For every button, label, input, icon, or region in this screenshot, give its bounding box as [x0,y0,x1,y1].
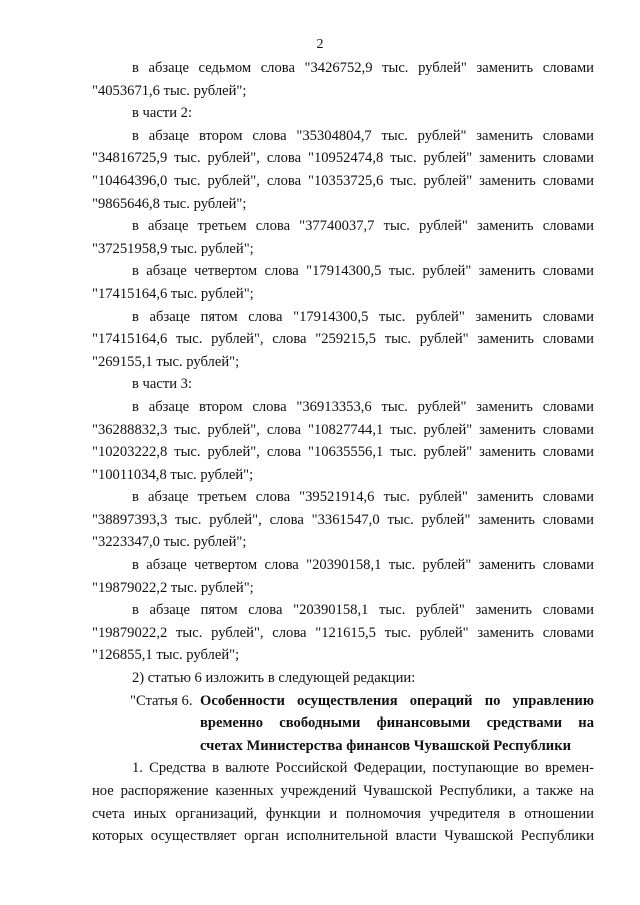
text-line: "19879022,2 тыс. рублей", слова "121615,5 тыс. рублей" заменить словами [92,624,594,641]
text-line: в части 3: [132,376,193,393]
text-line: которых осуществляет орган исполнительной власти Чувашской Республики [92,828,594,845]
text-line: "36288832,3 тыс. рублей", слова "10827744,1 тыс. рублей" заменить словами [92,421,594,438]
text-line: "37251958,9 тыс. рублей"; [92,240,254,257]
text-line: "34816725,9 тыс. рублей", слова "10952474,8 тыс. рублей" заменить словами [92,150,594,167]
text-line: "269155,1 тыс. рублей"; [92,353,240,370]
paragraph [92,215,594,260]
text-line: в абзаце четвертом слова "20390158,1 тыс. рублей" заменить словами [132,557,594,574]
text-line: "10011034,8 тыс. рублей"; [92,466,254,483]
text-line: в абзаце четвертом слова "17914300,5 тыс. рублей" заменить словами [132,263,594,280]
article-label: "Статья 6. [130,692,193,709]
article-title-line: временно свободными финансовыми средствами на [200,715,594,732]
paragraph [92,125,594,215]
text-line: "126855,1 тыс. рублей"; [92,647,240,664]
text-line: 1. Средства в валюте Российской Федерации, поступающие во времен- [132,760,594,777]
text-line: в абзаце третьем слова "37740037,7 тыс. рублей" заменить словами [132,218,594,235]
paragraph [92,396,594,486]
paragraph [92,599,594,667]
paragraph [92,306,594,374]
paragraph [92,102,594,125]
article-title-line: Особенности осуществления операций по управлению [200,692,594,709]
paragraph [92,260,594,305]
final-paragraph [92,757,594,847]
paragraph [92,667,594,690]
paragraph [92,373,594,396]
text-line: "10464396,0 тыс. рублей", слова "10353725,6 тыс. рублей" заменить словами [92,172,594,189]
article-title-line: счетах Министерства финансов Чувашской Республики [200,737,572,754]
paragraph [92,57,594,102]
text-line: в абзаце пятом слова "17914300,5 тыс. рублей" заменить словами [132,308,594,325]
text-line: "3223347,0 тыс. рублей"; [92,534,247,551]
text-line: в абзаце пятом слова "20390158,1 тыс. рублей" заменить словами [132,602,594,619]
document-body [92,57,594,848]
text-line: 2) статью 6 изложить в следующей редакции: [132,670,416,687]
text-line: в абзаце седьмом слова "3426752,9 тыс. рублей" заменить словами [132,60,594,76]
text-line: "19879022,2 тыс. рублей"; [92,579,254,596]
text-line: ное распоряжение казенных учреждений Чувашской Республики, а также на [92,783,594,799]
page-number: 2 [316,37,324,52]
text-line: в абзаце втором слова "36913353,6 тыс. рублей" заменить словами [132,398,594,415]
paragraph [92,486,594,554]
amendment-paragraphs [92,57,594,690]
text-line: "17415164,6 тыс. рублей"; [92,285,254,302]
text-line: "9865646,8 тыс. рублей"; [92,195,247,212]
text-line: счета иных организаций, функции и полномочия учредителя в отношении [92,805,594,822]
text-line: в абзаце втором слова "35304804,7 тыс. рублей" заменить словами [132,127,594,144]
paragraph [92,554,594,599]
text-line: "17415164,6 тыс. рублей", слова "259215,5 тыс. рублей" заменить словами [92,331,594,348]
text-line: "10203222,8 тыс. рублей", слова "10635556,1 тыс. рублей" заменить словами [92,444,594,461]
text-line: "4053671,6 тыс. рублей"; [92,82,247,99]
text-line: в части 2: [132,105,193,122]
text-line: "38897393,3 тыс. рублей", слова "3361547,0 тыс. рублей" заменить словами [92,511,594,528]
article-heading [92,690,594,758]
article-title [200,690,594,758]
text-line: в абзаце третьем слова "39521914,6 тыс. рублей" заменить словами [132,489,594,506]
